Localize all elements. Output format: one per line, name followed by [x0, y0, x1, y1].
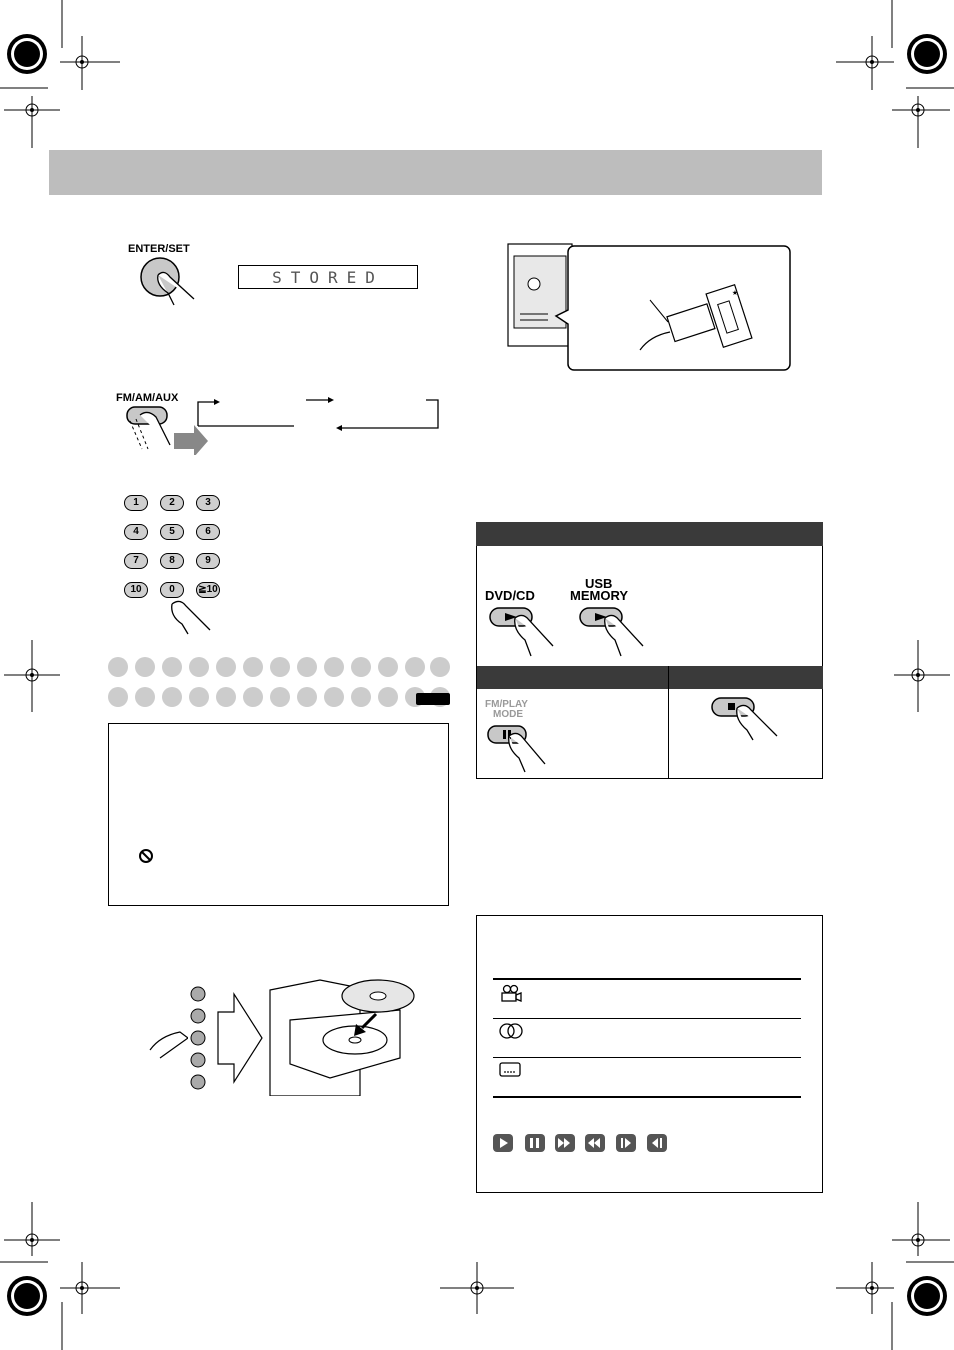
lcd-text: STORED	[272, 267, 384, 287]
num-key-9[interactable]: 9	[196, 553, 220, 569]
stop-icon	[728, 703, 735, 710]
finger-numpad-icon	[166, 590, 216, 636]
num-key-3[interactable]: 3	[196, 495, 220, 511]
playback-table	[476, 546, 823, 779]
num-key-5[interactable]: 5	[160, 524, 184, 540]
dark-tab-marker	[416, 693, 450, 705]
audio-language-icon	[499, 1022, 525, 1040]
fm-play-label-line1: FM/PLAY	[485, 699, 528, 710]
fm-am-aux-label: FM/AM/AUX	[116, 392, 179, 404]
num-key-2[interactable]: 2	[160, 495, 184, 511]
dvd-cd-label: DVD/CD	[485, 588, 535, 603]
legend-rule-bottom	[493, 1096, 801, 1098]
pause-button[interactable]	[485, 722, 547, 776]
band-cycle-arrows	[194, 396, 444, 432]
num-key-plus10[interactable]: ≧10	[196, 582, 220, 598]
num-key-4[interactable]: 4	[124, 524, 148, 540]
num-key-1[interactable]: 1	[124, 495, 148, 511]
slow-forward-icon	[621, 1138, 623, 1148]
pause-column-header	[477, 666, 668, 689]
num-key-8[interactable]: 8	[160, 553, 184, 569]
num-key-6[interactable]: 6	[196, 524, 220, 540]
lcd-display	[238, 265, 418, 289]
header-band	[49, 150, 822, 195]
svg-text:⭑: ⭑	[732, 286, 738, 299]
legend-rule-1	[493, 1018, 801, 1019]
num-key-10[interactable]: 10	[124, 582, 148, 598]
subtitle-icon	[499, 1062, 523, 1078]
usb-label-line2: MEMORY	[570, 588, 629, 603]
pause-icon	[503, 730, 506, 739]
num-key-0[interactable]: 0	[160, 582, 184, 598]
legend-rule-top	[493, 978, 801, 980]
usb-memory-play-button[interactable]	[577, 604, 647, 660]
usb-label-line1: USB	[585, 576, 613, 591]
stop-button[interactable]	[709, 694, 781, 742]
playback-table-header	[476, 522, 823, 546]
enter-set-button[interactable]	[138, 255, 200, 307]
stop-column-header	[669, 666, 823, 689]
pause-icon	[530, 1138, 533, 1148]
fm-play-label-line2: MODE	[493, 709, 523, 720]
camera-angle-icon	[499, 984, 523, 1004]
playback-status-icons	[491, 1132, 671, 1154]
usb-connection-illustration	[500, 240, 792, 372]
table-column-divider	[668, 666, 669, 778]
legend-rule-2	[493, 1057, 801, 1058]
num-key-7[interactable]: 7	[124, 553, 148, 569]
prohibit-icon	[138, 848, 154, 864]
enter-set-label: ENTER/SET	[128, 243, 190, 255]
icon-legend-box	[476, 915, 823, 1193]
dvd-cd-play-button[interactable]	[487, 604, 557, 660]
disc-loading-illustration	[140, 970, 420, 1096]
note-box-left	[108, 723, 449, 906]
